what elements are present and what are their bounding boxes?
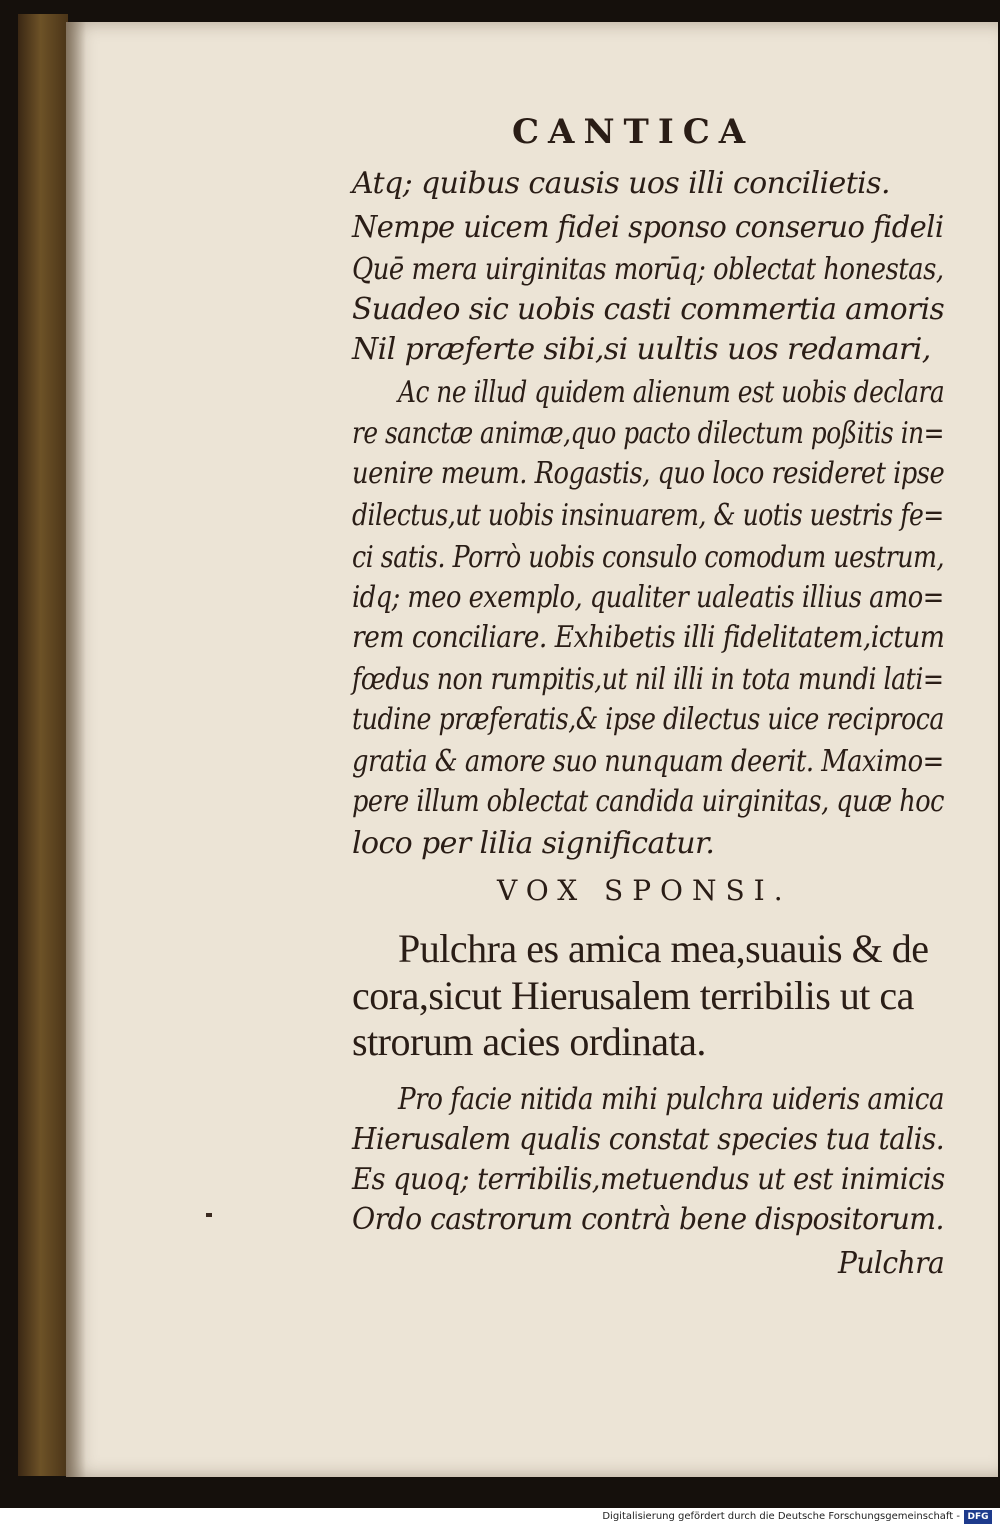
prose-line: pere illum oblectat candida uirginitas, quæ hoc: [352, 784, 944, 819]
verse-line: Suadeo sic uobis casti commertia amoris: [352, 292, 945, 327]
scripture-line: cora,sicut Hierusalem terribilis ut ca: [352, 973, 914, 1018]
verse-line: Ordo castrorum contrà bene dispositorum.: [352, 1202, 944, 1237]
verse-line: Hierusalem qualis constat species tua talis.: [352, 1122, 945, 1157]
prose-line: ci satis. Porrò uobis consulo comodum uestrum,: [352, 540, 945, 575]
funding-credit: Digitalisierung gefördert durch die Deutsche Forschungsgemeinschaft -: [602, 1511, 960, 1522]
section-heading: VOX SPONSI.: [497, 874, 792, 907]
prose-line: tudine præferatis,& ipse dilectus uice reciproca: [352, 702, 944, 737]
prose-line: gratia & amore suo nunquam deerit. Maximo=: [352, 744, 944, 779]
scripture-line: Pulchra es amica mea,suauis & de: [398, 926, 929, 971]
prose-line: uenire meum. Rogastis, quo loco resideret ipse: [352, 456, 945, 491]
verse-line: Es quoq; terribilis,metuendus ut est inimicis: [352, 1162, 945, 1197]
prose-line: loco per lilia significatur.: [352, 826, 715, 861]
page-gutter-shadow: [66, 22, 86, 1477]
ink-speck: [206, 1213, 212, 1217]
catchword: Pulchra: [838, 1246, 945, 1281]
scripture-line: strorum acies ordinata.: [352, 1019, 706, 1064]
verse-line: Nil præferte sibi,si uultis uos redamari,: [352, 332, 931, 367]
prose-line: fœdus non rumpitis,ut nil illi in tota mundi lati=: [352, 662, 944, 697]
verse-line: Pro facie nitida mihi pulchra uideris amica: [398, 1082, 945, 1117]
verse-line: Nempe uicem fidei sponso conseruo fideli: [352, 210, 944, 245]
dfg-logo: DFG: [964, 1510, 992, 1524]
running-head: CANTICA: [512, 112, 755, 152]
verse-line: Quē mera uirginitas morūq; oblectat honestas,: [352, 252, 944, 287]
prose-line: re sanctæ animæ,quo pacto dilectum poßitis in=: [352, 416, 944, 451]
prose-line: dilectus,ut uobis insinuarem, & uotis uestris fe=: [352, 498, 944, 533]
prose-line: idq; meo exemplo, qualiter ualeatis illius amo=: [352, 580, 944, 615]
prose-line: rem conciliare. Exhibetis illi fidelitatem,ictum: [352, 620, 945, 655]
prose-line: Ac ne illud quidem alienum est uobis declara: [398, 375, 945, 410]
verse-line: Atq; quibus causis uos illi concilietis.: [352, 166, 890, 201]
book-binding-edge: [18, 14, 68, 1476]
